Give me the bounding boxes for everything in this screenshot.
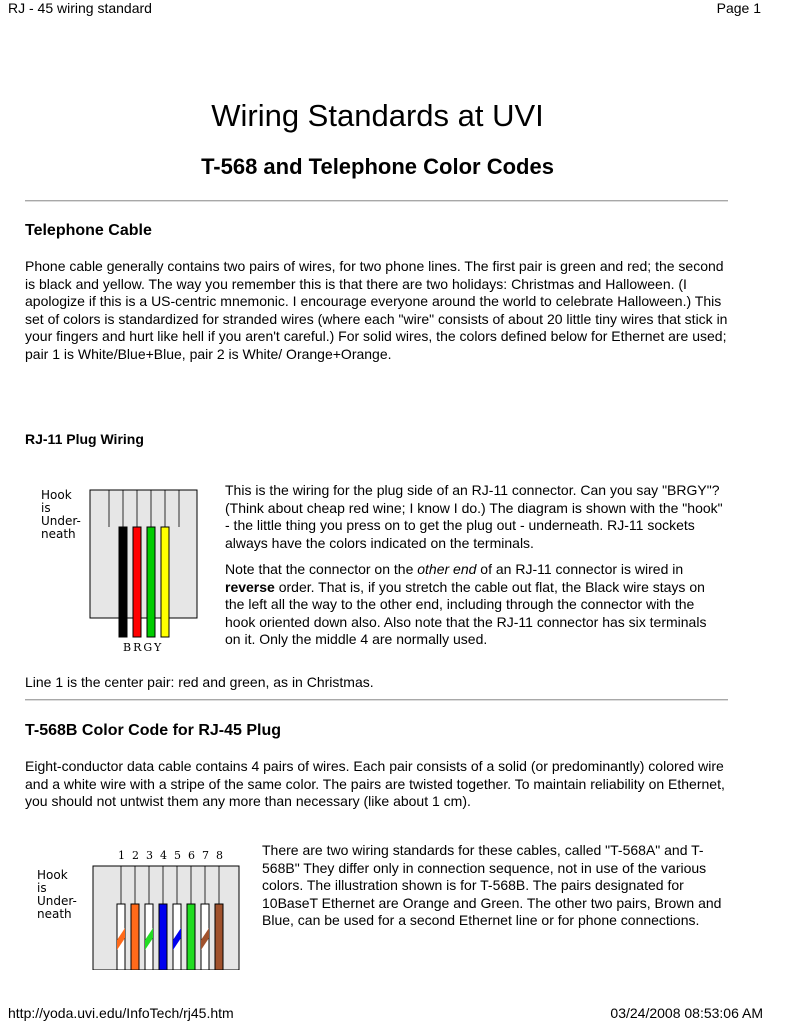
print-header-title: RJ - 45 wiring standard xyxy=(8,0,152,16)
rj11-paragraph-1: This is the wiring for the plug side of an RJ-11 connector. Can you say "BRGY"? (Think about cheap red wine; I know I do.) The diagram is shown with the "hook" - the little thing you press on to get the plug out - underneath. RJ-11 sockets always have the colors indicated on the terminals. xyxy=(225,482,723,551)
rj45-wire xyxy=(187,904,195,970)
rj45-pin-number: 3 xyxy=(146,849,153,862)
rj11-hook-label xyxy=(41,488,81,541)
print-footer-timestamp: 03/24/2008 08:53:06 AM xyxy=(610,1005,763,1021)
rj45-pin-number: 7 xyxy=(202,849,209,862)
telephone-cable-text: Phone cable generally contains two pairs of wires, for two phone lines. The first pair is green and red; the second is black and yellow. The way you remember this is that there are two holidays: Christmas and Halloween. (I apologize if this is a US-centric mnemonic. I encourage everyone around the world to celebrate Halloween.) This set of colors is standardized for stranded wires (where each "wire" consists of about 20 little tiny wires that stick in your fingers and hurt like hell if you aren't careful.) For solid wires, the colors defined below for Ethernet are used; pair 1 is White/Blue+Blue, pair 2 is White/ Orange+Orange. xyxy=(25,258,728,362)
rj11-hook-line: is xyxy=(41,501,51,515)
rj11-plug-diagram xyxy=(36,487,206,657)
t568b-heading: T-568B Color Code for RJ-45 Plug xyxy=(25,722,282,739)
rj11-hook-line: neath xyxy=(41,527,76,541)
rj11-wire xyxy=(119,527,127,637)
rj45-hook-label xyxy=(37,868,77,921)
t568b-intro-text: Eight-conductor data cable contains 4 pairs of wires. Each pair consists of a solid (or predominantly) colored wire and a white wire with a stripe of the same color. The pairs are twisted together. To maintain reliability on Ethernet, you should not untwist them any more than necessary (like about 1 cm). xyxy=(25,758,725,809)
rj11-color-letters: BRGY xyxy=(123,641,164,654)
page-subtitle: T-568 and Telephone Color Codes xyxy=(201,154,554,179)
rj45-wire xyxy=(215,904,223,970)
telephone-cable-paragraph xyxy=(25,258,730,363)
rj11-line1-note: Line 1 is the center pair: red and green, as in Christmas. xyxy=(25,674,374,690)
rj45-pin-number: 5 xyxy=(174,849,181,862)
rj11-plug-body xyxy=(90,490,197,618)
telephone-cable-heading: Telephone Cable xyxy=(25,222,152,239)
rj45-wire xyxy=(131,904,139,970)
rj45-pin-number: 6 xyxy=(188,849,195,862)
t568b-paragraph-1: There are two wiring standards for these cables, called "T-568A" and T-568B" They differ only in connection sequence, not in use of the various colors. The illustration shown is for T-568B. The pairs designated for 10BaseT Ethernet are Orange and Green. The other two pairs, Brown and Blue, can be used for a second Ethernet line or for phone connections. xyxy=(262,842,722,928)
rj11-wire xyxy=(161,527,169,637)
rj45-pin-number: 1 xyxy=(118,849,125,862)
rj45-pin-number: 4 xyxy=(160,849,167,862)
print-footer-url: http://yoda.uvi.edu/InfoTech/rj45.htm xyxy=(8,1005,234,1021)
rj11-paragraph-2 xyxy=(225,561,725,649)
t568b-description xyxy=(262,842,732,930)
rj45-plug-diagram xyxy=(36,848,246,970)
rj11-p2-emphasis: other end xyxy=(417,561,477,577)
print-header-page: Page 1 xyxy=(716,0,761,16)
rj45-hook-line: Hook xyxy=(37,868,68,882)
rj11-p2-text: order. That is, if you stretch the cable out flat, the Black wire stays on the left all the way to the other end, including through the connector with the hook oriented down also. Also note that the RJ-11 connector has six terminals on it. Only the middle 4 are normally used. xyxy=(225,578,707,647)
page-title: Wiring Standards at UVI xyxy=(211,98,544,133)
rj11-heading: RJ-11 Plug Wiring xyxy=(25,431,144,447)
rj45-hook-line: neath xyxy=(37,907,72,921)
rj45-hook-line: is xyxy=(37,881,47,895)
divider xyxy=(25,200,728,202)
divider xyxy=(25,699,728,701)
rj11-hook-line: Hook xyxy=(41,488,72,502)
rj45-pin-numbers xyxy=(118,849,223,862)
rj45-pin-number: 8 xyxy=(216,849,223,862)
rj45-pin-number: 2 xyxy=(132,849,139,862)
rj11-p2-text: Note that the connector on the xyxy=(225,561,418,577)
rj11-p2-strong: reverse xyxy=(225,578,275,595)
rj11-wire xyxy=(133,527,141,637)
rj45-wire xyxy=(159,904,167,970)
t568b-intro-paragraph xyxy=(25,758,735,811)
rj11-wire xyxy=(147,527,155,637)
rj11-description xyxy=(225,482,725,649)
rj11-hook-line: Under- xyxy=(41,514,81,528)
rj45-hook-line: Under- xyxy=(37,894,77,908)
rj11-p2-text: of an RJ-11 connector is wired in xyxy=(476,561,684,577)
